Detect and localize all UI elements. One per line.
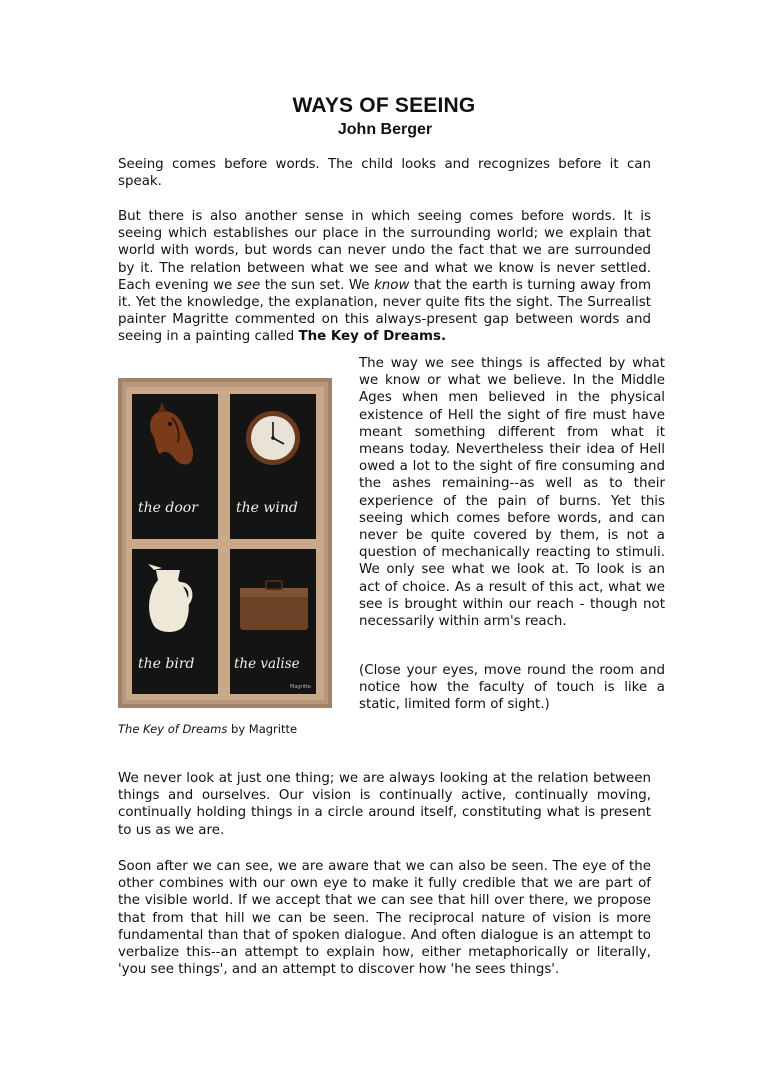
p2-text-a: But there is also another sense in which seeing comes before words. It is seeing which establishes our place in the surrounding world; we explain that world with words, but words can never undo the fact that we are surrounded by it. The relation between what we see and what we know is never settled. Each evening we — [118, 209, 651, 293]
label-the-bird: the bird — [138, 656, 195, 672]
p2-emphasis-know: know — [374, 277, 410, 293]
valise-icon — [240, 581, 308, 630]
label-the-valise: the valise — [234, 656, 300, 672]
label-the-door: the door — [138, 500, 198, 516]
label-the-wind: the wind — [236, 500, 298, 516]
p2-painting-title: The Key of Dreams. — [298, 329, 447, 345]
paragraph-magritte — [118, 208, 651, 346]
painting-signature: Magritte — [290, 684, 311, 690]
paragraph-relation: We never look at just one thing; we are always looking at the relation between things and ourselves. Our vision is continually active, continually moving, continually holding things in a circle around itself, constituting what is present to us as we are. — [118, 771, 651, 838]
paragraph-intro: Seeing comes before words. The child looks and recognizes before it can speak. — [118, 157, 651, 190]
paragraph-being-seen: Soon after we can see, we are aware that we can also be seen. The eye of the other combines with our own eye to make it fully credible that we are part of the visible world. If we accept that we can see that hill over there, we propose that from that hill we can be seen. The reciprocal nature of vision is more fundamental than that of spoken dialogue. And often dialogue is an attempt to verbalize this--an attempt to explain how, either metaphorically or literally, 'you see things', and an attempt to discover how 'he sees things'. — [118, 859, 651, 978]
caption-title: The Key of Dreams — [118, 722, 228, 736]
caption-suffix: by Magritte — [227, 722, 298, 736]
paragraph-belief: The way we see things is affected by what we know or what we believe. In the Middle Ages when men believed in the physical existence of Hell the sight of fire must have meant something different from what it means today. Nevertheless their idea of Hell owed a lot to the sight of fire consuming and the ashes remaining--as well as to their experience of the pain of burns. Yet this seeing which comes before words, and can never be quite covered by them, is not a question of mechanically reacting to stimuli. We only see what we look at. To look is an act of choice. As a result of this act, what we see is brought within our reach - though not necessarily within arm's reach. — [359, 356, 665, 630]
key-of-dreams-painting — [118, 378, 332, 708]
paragraph-close-eyes: (Close your eyes, move round the room and notice how the faculty of touch is like a static, limited form of sight.) — [359, 663, 665, 713]
p2-text-c: that the earth is turning away from it. Yet the knowledge, the explanation, never quite fits the sight. The Surrealist painter Magritte commented on this always-present gap between words and seeing in a painting called — [118, 277, 652, 345]
painting-caption — [118, 722, 297, 736]
author-name: John Berger — [337, 121, 433, 138]
clock-icon — [246, 411, 300, 465]
p2-text-b: the sun set. We — [260, 277, 375, 293]
page-title: WAYS OF SEEING — [292, 94, 476, 117]
p2-emphasis-see: see — [236, 277, 261, 293]
